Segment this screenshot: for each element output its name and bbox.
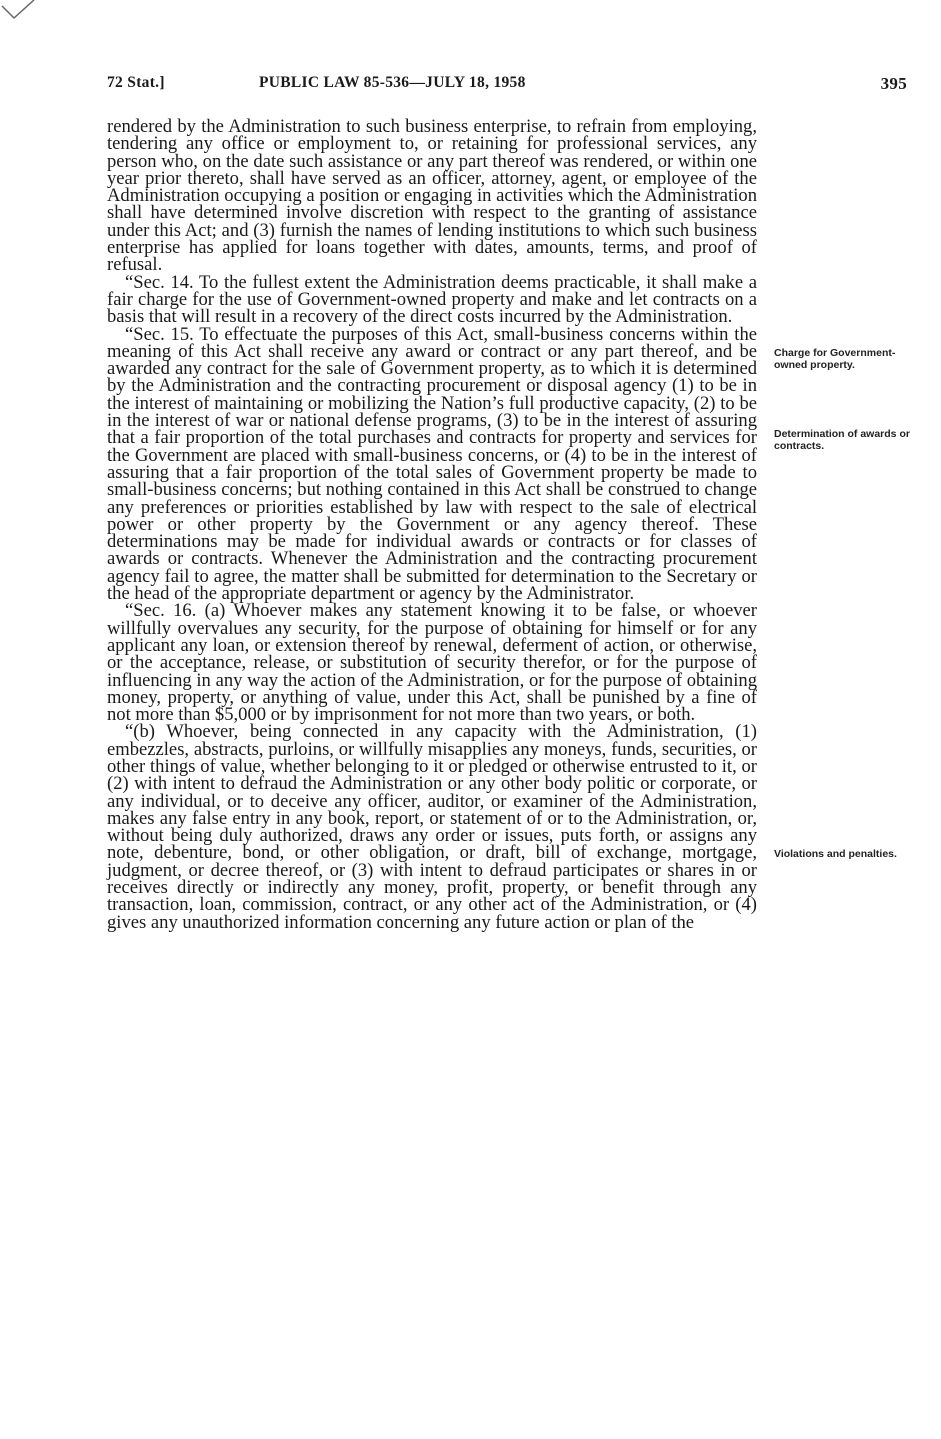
- section-15: “Sec. 15. To effectuate the purposes of this Act, small-business concerns within the meaning of this Act shall receive any award or contract or any part thereof, and be awarded any contract for the sale of Government property, as to which it is determined by the Administration and the contracting procurement or disposal agency (1) to be in the interest of maintaining or mobilizing the Nation’s full productive capacity, (2) to be in the interest of war or national defense programs, (3) to be in the interest of assuring that a fair proportion of the total purchases and contracts for property and services for the Government are placed with small-business concerns, or (4) to be in the interest of assuring that a fair proportion of the total sales of Government property be made to small-business concerns; but nothing contained in this Act shall be construed to change any preferences or priorities established by law with respect to the sale of electrical power or other property by the Government or any agency thereof. These determinations may be made for individual awards or contracts or for classes of awards or contracts. Whenever the Administration and the contracting procurement agency fail to agree, the matter shall be submitted for determination to the Secretary or the head of the appropriate department or agency by the Administrator.: [107, 323, 757, 605]
- section-16b: “(b) Whoever, being connected in any capacity with the Administration, (1) embezzles, abstracts, purloins, or willfully misapplies any moneys, funds, securities, or other things of value, whether belonging to it or pledged or otherwise entrusted to it, or (2) with intent to defraud the Administration or any other body politic or corporate, or any individual, or to deceive any officer, auditor, or examiner of the Administration, makes any false entry in any book, report, or statement of or to the Administration, or, without being duly authorized, draws any order or issues, puts forth, or assigns any note, debenture, bond, or other obligation, or draft, bill of exchange, mortgage, judgment, or decree thereof, or (3) with intent to defraud participates or shares in or receives directly or indirectly any money, profit, property, or benefit through any transaction, loan, commission, contract, or any other act of the Administration, or (4) gives any unauthorized information concerning any future action or plan of the: [107, 721, 757, 933]
- section-16a: “Sec. 16. (a) Whoever makes any statement knowing it to be false, or whoever willfully overvalues any security, for the purpose of obtaining for himself or for any applicant any loan, or extension thereof by renewal, deferment of action, or otherwise, or the acceptance, release, or substitution of security therefor, or for the purpose of influencing in any way the action of the Administration, or for the purpose of obtaining money, property, or anything of value, under this Act, shall be punished by a fine of not more than $5,000 or by imprisonment for not more than two years, or both.: [107, 600, 757, 726]
- margin-note-violations: Violations and penalties.: [774, 848, 897, 860]
- page-title: PUBLIC LAW 85-536—JULY 18, 1958: [259, 74, 526, 91]
- section-14: “Sec. 14. To the fullest extent the Administration deems practicable, it shall make a fair charge for the use of Government-owned property and make and let contracts on a basis that will result in a recovery of the direct costs incurred by the Administration.: [107, 271, 757, 328]
- page-number: 395: [880, 74, 907, 93]
- margin-note-charge: Charge for Government-owned property.: [774, 347, 896, 371]
- paragraph-continuation: rendered by the Administration to such business enterprise, to refrain from employing, tendering any office or employment to, or retaining for professional services, any person who, on the date such assistance or any part thereof was rendered, or within one year prior thereto, shall have served as an officer, attorney, agent, or employee of the Administration occupying a position or engaging in activities which the Administration shall have determined involve discretion with respect to the granting of assistance under this Act; and (3) furnish the names of lending institutions to which such business enterprise has applied for loans together with dates, amounts, terms, and proof of refusal.: [107, 116, 757, 276]
- page-corner-mark: [0, 0, 40, 30]
- volume-reference: 72 Stat.]: [107, 74, 165, 91]
- margin-note-determination: Determination of awards or contracts.: [774, 428, 910, 452]
- running-head: [107, 74, 907, 98]
- main-text: [107, 118, 757, 931]
